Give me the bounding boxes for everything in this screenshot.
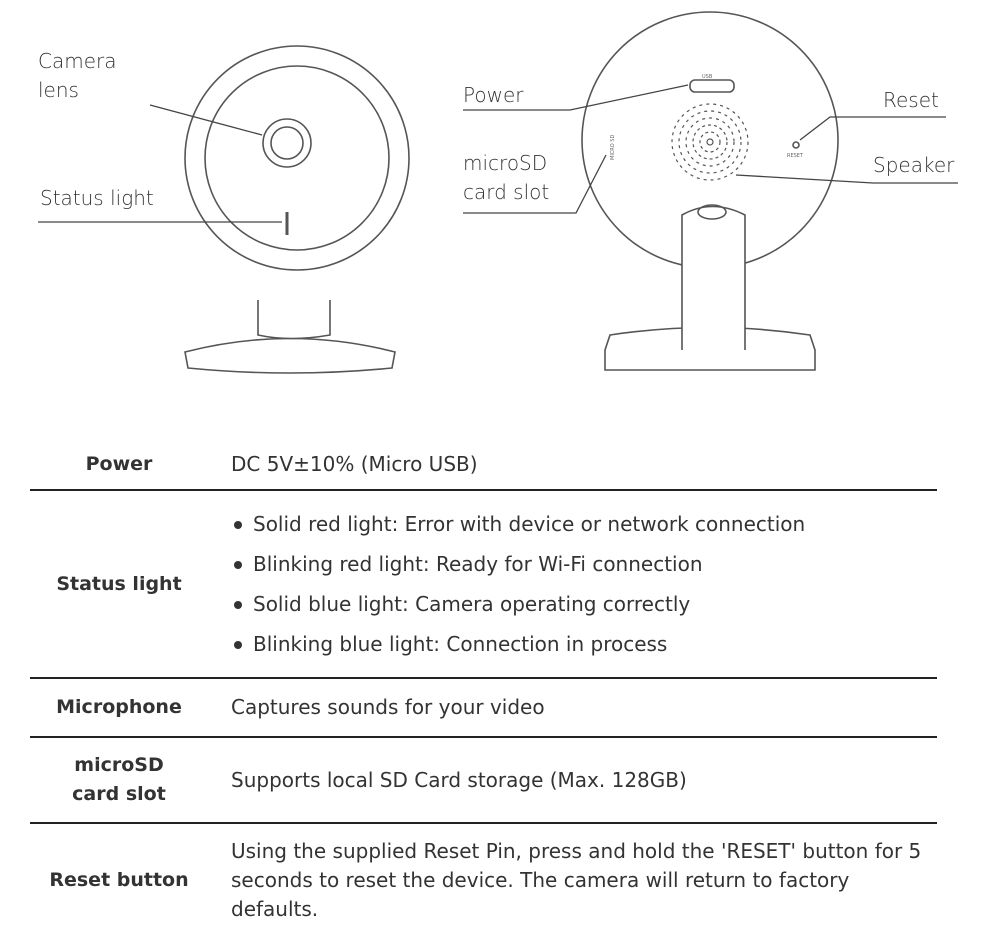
table-row-microphone <box>30 679 937 738</box>
row-label: Status light <box>56 572 182 595</box>
row-value: Supports local SD Card storage (Max. 128GB) <box>231 767 687 792</box>
table-row-microsd <box>30 738 937 824</box>
row-label: microSD card slot <box>72 754 166 805</box>
row-value: DC 5V±10% (Micro USB) <box>231 452 478 476</box>
svg-text:RESET: RESET <box>787 153 804 159</box>
row-label: Power <box>85 453 153 475</box>
camera-lens-label: Camera lens <box>38 49 117 102</box>
front-camera-illustration <box>185 46 409 373</box>
speaker-label: Speaker <box>873 153 955 177</box>
spec-table <box>30 440 937 927</box>
row-label: Reset button <box>49 868 189 891</box>
reset-label: Reset <box>883 88 939 112</box>
table-row-power <box>30 440 937 491</box>
list-item: Solid red light: Error with device or network connection <box>231 504 805 544</box>
power-label: Power <box>463 83 524 107</box>
row-value: Using the supplied Reset Pin, press and hold the 'RESET' button for 5 seconds to reset the device. The camera will return to factory defaults. <box>231 838 922 921</box>
table-row-status-light <box>30 491 937 679</box>
status-light-list <box>231 504 805 664</box>
row-value: Captures sounds for your video <box>231 695 545 719</box>
list-item: Blinking blue light: Connection in process <box>231 624 805 664</box>
list-item: Blinking red light: Ready for Wi-Fi connection <box>231 544 805 584</box>
svg-text:USB: USB <box>702 74 713 80</box>
list-item: Solid blue light: Camera operating correctly <box>231 584 805 624</box>
status-light-label: Status light <box>40 186 154 210</box>
svg-text:MICRO SD: MICRO SD <box>610 134 616 160</box>
microsd-label: microSD card slot <box>463 151 550 204</box>
table-row-reset <box>30 824 937 927</box>
row-label: Microphone <box>56 696 182 718</box>
back-camera-illustration <box>582 12 838 370</box>
